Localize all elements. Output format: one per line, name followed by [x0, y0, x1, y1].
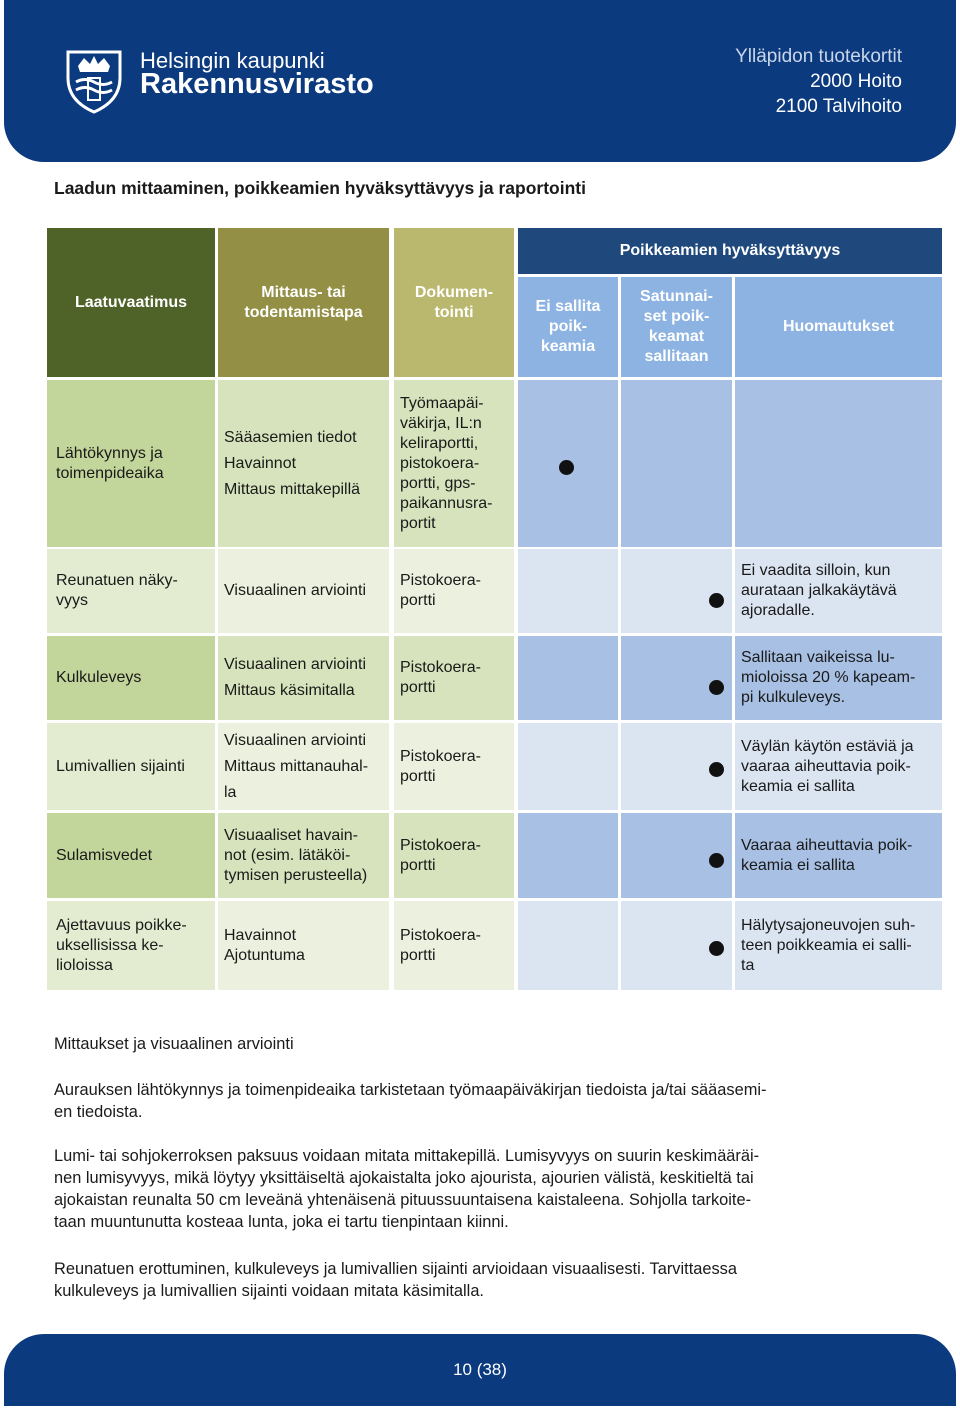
cell-method [218, 549, 389, 633]
cell-no-dev [518, 380, 618, 547]
cell-occ-dev [621, 901, 732, 990]
cell-text: Vaaraa aiheuttavia poik- keamia ei sallita [741, 836, 913, 874]
cell-occ-dev [621, 549, 732, 633]
bullet-mark-icon [709, 941, 724, 956]
cell-method [218, 636, 389, 720]
cell-doc [394, 549, 514, 633]
category-line-3: 2100 Talvihoito [775, 96, 902, 117]
cell-occ-dev [621, 380, 732, 547]
cell-text: Visuaalinen arviointi Mittaus mittanauhal- la [224, 731, 369, 801]
cell-occ-dev [621, 723, 732, 810]
paragraph-threshold: Aurauksen lähtökynnys ja toimenpideaika tarkistetaan työmaapäiväkirjan tiedoista ja/tai sääasemi- en tiedoista. [54, 1081, 767, 1121]
cell-text: Väylän käytön estäviä ja vaaraa aiheuttavia poik- keamia ei sallita [741, 737, 914, 795]
cell-text: Lumivallien sijainti [56, 757, 185, 775]
cell-doc [394, 636, 514, 720]
cell-text: Pistokoera- portti [400, 572, 481, 609]
bullet-mark-icon [709, 762, 724, 777]
cell-notes [735, 901, 942, 990]
header-notes [735, 277, 942, 377]
category-line-1: Ylläpidon tuotekortit [735, 46, 902, 67]
cell-text: Hälytysajoneuvojen suh- teen poikkeamia ei salli- ta [741, 916, 916, 974]
cell-no-dev [518, 813, 618, 898]
cell-notes [735, 380, 942, 547]
bullet-mark-icon [709, 593, 724, 608]
cell-text: Havainnot Ajotuntuma [224, 926, 305, 964]
cell-no-dev [518, 901, 618, 990]
category-line-2: 2000 Hoito [810, 71, 902, 92]
paragraph-snow-depth: Lumi- tai sohjokerroksen paksuus voidaan mitata mittakepillä. Lumisyvyys on suurin keskimääräi- nen lumisyvyys, mikä löytyy yksittäiseltä ajokaistalta joko ajourista, ajourien välistä, keskitieltä tai ajokaistan reunalta 50 cm leveänä yhtenäisenä pituussuuntaisena kaistaleena. Sohjolla tarkoite- taan muuntunutta kosteaa lunta, joka ei tartu tienpintaan kiinni. [54, 1147, 760, 1231]
cell-no-dev [518, 636, 618, 720]
header-label: Laatuvaatimus [74, 293, 188, 311]
cell-req [47, 901, 215, 990]
cell-text: Lähtökynnys ja toimenpideaika [56, 444, 164, 482]
cell-notes [735, 636, 942, 720]
cell-text: Pistokoera- portti [400, 747, 481, 785]
cell-text: Pistokoera- portti [400, 659, 481, 696]
header-req [47, 228, 215, 377]
cell-notes [735, 549, 942, 633]
cell-doc [394, 901, 514, 990]
page-header [4, 0, 956, 162]
helsinki-crest-icon [64, 48, 124, 114]
cell-occ-dev [621, 813, 732, 898]
header-doc [394, 228, 514, 377]
section-heading: Mittaukset ja visuaalinen arviointi [54, 1035, 294, 1053]
page-number: 10 (38) [453, 1360, 507, 1379]
cell-notes [735, 723, 942, 810]
cell-method [218, 901, 389, 990]
page-footer [4, 1334, 956, 1406]
header-label: Satunnai- set poik- keamat sallitaan [640, 288, 713, 365]
organization-city: Helsingin kaupunki [140, 48, 325, 73]
cell-notes [735, 813, 942, 898]
cell-text: Sääasemien tiedot Havainnot Mittaus mittakepillä [224, 428, 361, 498]
cell-req [47, 723, 215, 810]
cell-text: Reunatuen näky- vyys [56, 572, 178, 609]
bullet-mark-icon [709, 680, 724, 695]
cell-text: Työmaapäi- väkirja, IL:n keliraportti, pistokoera- portti, gps- paikannusra- portit [400, 394, 493, 532]
cell-method [218, 380, 389, 547]
cell-text: Sallitaan vaikeissa lu- mioloissa 20 % kapeam- pi kulkuleveys. [741, 649, 916, 706]
header-group-deviations: Poikkeamien hyväksyttävyys [518, 228, 942, 274]
cell-method [218, 723, 389, 810]
header-label: Mittaus- tai todentamistapa [244, 283, 363, 321]
cell-occ-dev [621, 636, 732, 720]
paragraph-visual-assessment: Reunatuen erottuminen, kulkuleveys ja lumivallien sijainti arvioidaan visuaalisesti. Tarvittaessa kulkuleveys ja lumivallien sijainti voidaan mitata käsimitalla. [54, 1260, 737, 1300]
cell-no-dev [518, 723, 618, 810]
bullet-mark-icon [709, 853, 724, 868]
header-label: Ei sallita poik- keamia [535, 298, 601, 355]
cell-text: Ei vaadita silloin, kun aurataan jalkakäytävä ajoradalle. [741, 562, 897, 619]
cell-doc [394, 723, 514, 810]
document-category [735, 44, 902, 119]
header-no-dev [518, 277, 618, 377]
header-label: Dokumen- tointi [414, 283, 494, 321]
cell-text: Sulamisvedet [56, 846, 153, 864]
cell-doc [394, 380, 514, 547]
cell-text: Pistokoera- portti [400, 926, 481, 964]
cell-req [47, 380, 215, 547]
header-occ-dev [621, 277, 732, 377]
header-method [218, 228, 389, 377]
page-title: Laadun mittaaminen, poikkeamien hyväksyttävyys ja raportointi [54, 178, 586, 198]
cell-text: Pistokoera- portti [400, 836, 481, 874]
cell-text: Visuaaliset havain- not (esim. lätäköi- tymisen perusteella) [224, 826, 368, 884]
organization-name: Rakennusvirasto [140, 68, 374, 100]
cell-text: Visuaalinen arviointi [224, 582, 367, 599]
cell-text: Kulkuleveys [56, 669, 142, 686]
cell-no-dev [518, 549, 618, 633]
cell-req [47, 813, 215, 898]
cell-text: Visuaalinen arviointi Mittaus käsimitalla [224, 656, 367, 699]
cell-text: Ajettavuus poikke- uksellisissa ke- lioloissa [56, 916, 187, 974]
cell-req [47, 549, 215, 633]
bullet-mark-icon [559, 460, 574, 475]
cell-doc [394, 813, 514, 898]
header-label: Huomautukset [782, 318, 895, 335]
cell-req [47, 636, 215, 720]
cell-method [218, 813, 389, 898]
